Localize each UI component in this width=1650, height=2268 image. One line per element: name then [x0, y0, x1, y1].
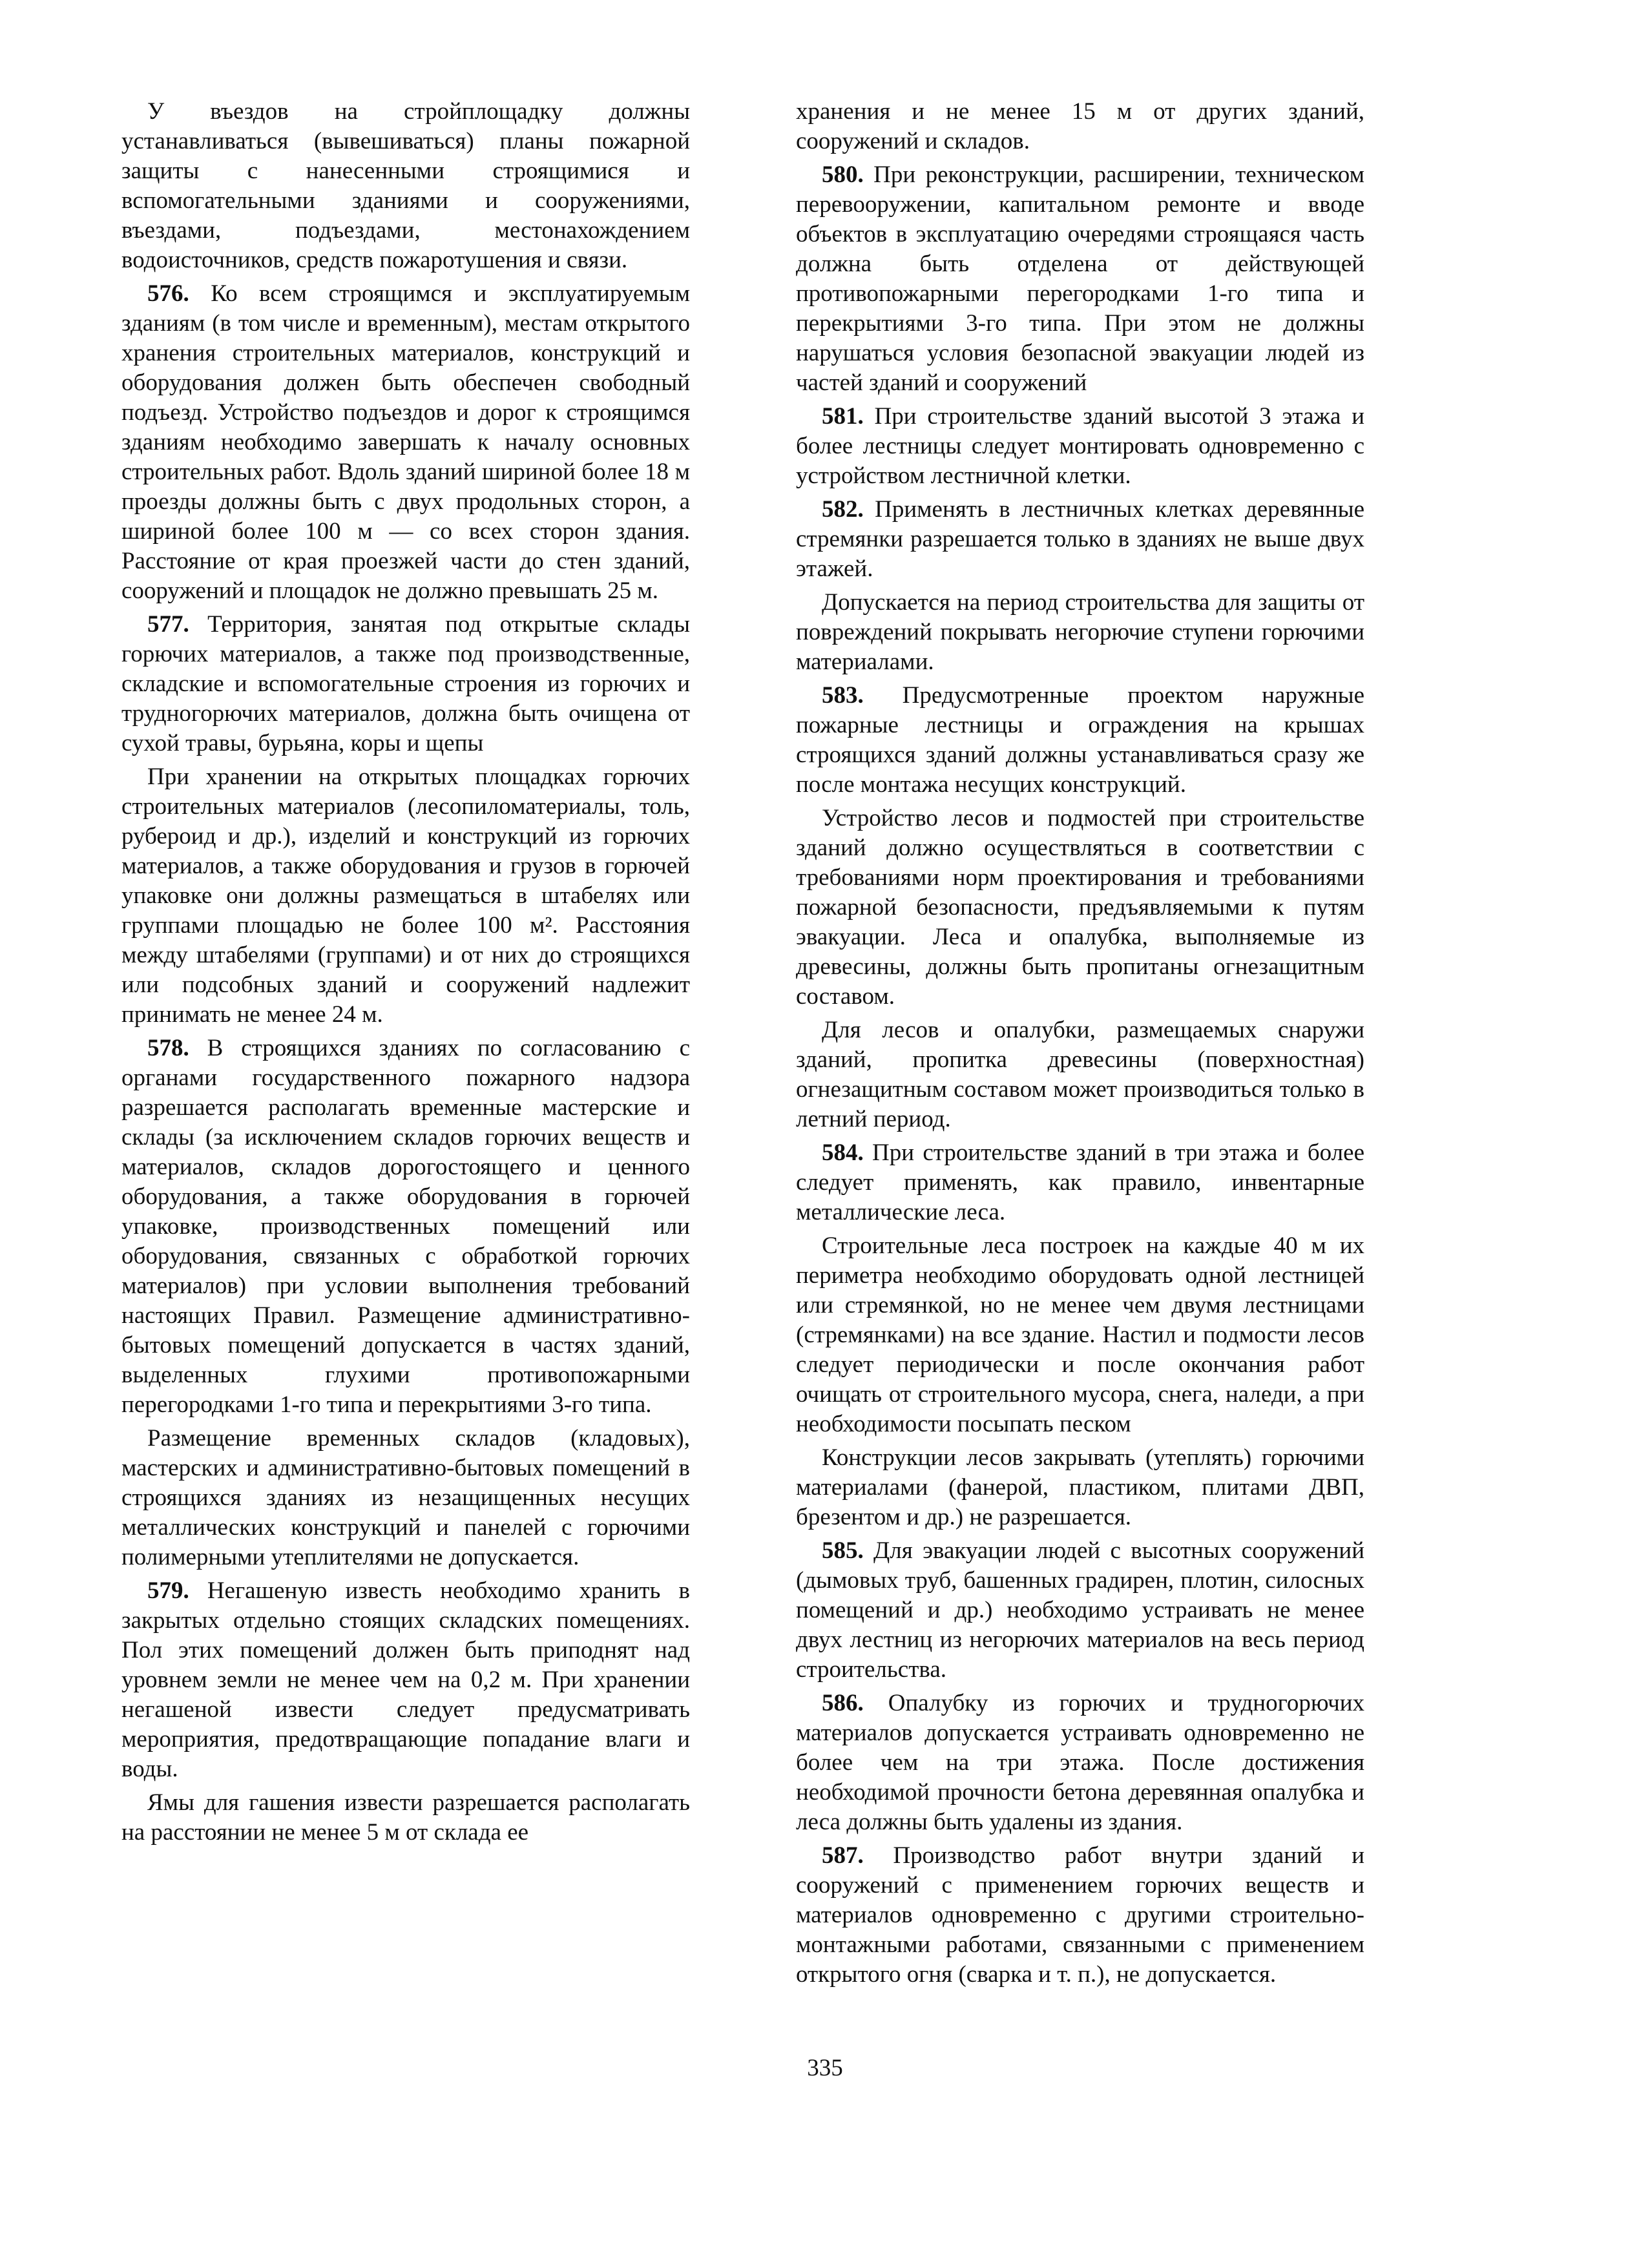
paragraph-text: При реконструкции, расширении, техническом перевооружении, капитальном ремонте и вводе объектов в эксплуатацию очередями строящаяся часть должна быть отделена от действующей противопожарными перегородками 1-го типа и перекрытиями 3-го типа. При этом не должны нарушаться условия безопасной эвакуации людей из частей зданий и сооружений — [796, 161, 1364, 396]
paragraph — [796, 1138, 1364, 1227]
paragraph — [121, 279, 690, 606]
clause-number: 583. — [822, 682, 864, 709]
clause-number: 585. — [822, 1537, 864, 1564]
clause-number: 587. — [822, 1842, 864, 1869]
paragraph — [121, 1576, 690, 1784]
paragraph — [796, 1536, 1364, 1685]
paragraph-text: Предусмотренные проектом наружные пожарные лестницы и ограждения на крышах строящихся зданий должны устанавливаться сразу же после монтажа несущих конструкций. — [796, 682, 1364, 798]
paragraph-text: Для лесов и опалубки, размещаемых снаружи зданий, пропитка древесины (поверхностная) огнезащитным составом может производиться только в летний период. — [796, 1017, 1364, 1132]
right-column — [796, 97, 1364, 1993]
left-column — [121, 97, 690, 1851]
paragraph-text: Для эвакуации людей с высотных сооружений (дымовых труб, башенных градирен, плотин, силосных помещений и др.) необходимо устраивать не менее двух лестниц из негорючих материалов на весь период строительства. — [796, 1537, 1364, 1683]
paragraph — [796, 1443, 1364, 1532]
paragraph-text: При хранении на открытых площадках горючих строительных материалов (лесопиломатериалы, толь, рубероид и др.), изделий и конструкций из горючих материалов, а также оборудования и грузов в горючей упаковке они должны размещаться в штабелях или группами площадью не более 100 м². Расстояния между штабелями (группами) и от них до строящихся или подсобных зданий и сооружений надлежит принимать не менее 24 м. — [121, 764, 690, 1028]
paragraph — [121, 97, 690, 275]
paragraph — [796, 681, 1364, 800]
clause-number: 580. — [822, 161, 864, 188]
paragraph — [796, 97, 1364, 156]
paragraph — [796, 1231, 1364, 1439]
paragraph-text: Размещение временных складов (кладовых), мастерских и административно-бытовых помещений в строящихся зданиях из незащищенных несущих металлических конструкций и панелей с горючими полимерными утеплителями не допускается. — [121, 1425, 690, 1570]
paragraph — [121, 762, 690, 1030]
clause-number: 578. — [147, 1035, 189, 1061]
paragraph — [121, 1034, 690, 1420]
paragraph-text: При строительстве зданий высотой 3 этажа и более лестницы следует монтировать одновременно с устройством лестничной клетки. — [796, 403, 1364, 489]
clause-number: 582. — [822, 496, 864, 523]
paragraph-text: Производство работ внутри зданий и сооружений с применением горючих веществ и материалов одновременно с другими строительно-монтажными работами, связанными с применением открытого огня (сварка и т. п.), не допускается. — [796, 1842, 1364, 1988]
paragraph — [796, 1841, 1364, 1990]
paragraph — [796, 402, 1364, 491]
paragraph — [121, 610, 690, 758]
clause-number: 586. — [822, 1690, 864, 1716]
paragraph — [796, 588, 1364, 677]
paragraph-text: Ямы для гашения извести разрешается располагать на расстоянии не менее 5 м от склада ее — [121, 1789, 690, 1846]
paragraph-text: Конструкции лесов закрывать (утеплять) горючими материалами (фанерой, пластиком, плитами ДВП, брезентом и др.) не разрешается. — [796, 1444, 1364, 1530]
paragraph-text: Применять в лестничных клетках деревянные стремянки разрешается только в зданиях не выше двух этажей. — [796, 496, 1364, 582]
clause-number: 581. — [822, 403, 864, 430]
clause-number: 576. — [147, 280, 189, 307]
paragraph-text: Допускается на период строительства для защиты от повреждений покрывать негорючие ступени горючими материалами. — [796, 589, 1364, 675]
paragraph-text: Опалубку из горючих и трудногорючих материалов допускается устраивать одновременно не более чем на три этажа. После достижения необходимой прочности бетона деревянная опалубка и леса должны быть удалены из здания. — [796, 1690, 1364, 1835]
paragraph — [121, 1424, 690, 1572]
clause-number: 577. — [147, 611, 189, 638]
paragraph-text: При строительстве зданий в три этажа и более следует применять, как правило, инвентарные металлические леса. — [796, 1139, 1364, 1225]
paragraph — [796, 1015, 1364, 1134]
paragraph — [796, 804, 1364, 1012]
clause-number: 579. — [147, 1577, 189, 1604]
paragraph-text: Устройство лесов и подмостей при строительстве зданий должно осуществляться в соответствии с требованиями норм проектирования и требованиями пожарной безопасности, предъявляемыми к путям эвакуации. Леса и опалубка, выполняемые из древесины, должны быть пропитаны огнезащитным составом. — [796, 805, 1364, 1010]
paragraph — [796, 160, 1364, 398]
paragraph-text: У въездов на стройплощадку должны устанавливаться (вывешиваться) планы пожарной защиты с нанесенными строящимися и вспомогательными зданиями и сооружениями, въездами, подъездами, местонахождением водоисточников, средств пожаротушения и связи. — [121, 98, 690, 273]
paragraph-text: Территория, занятая под открытые склады горючих материалов, а также под производственные, складские и вспомогательные строения из горючих и трудногорючих материалов, должна быть очищена от сухой травы, бурьяна, коры и щепы — [121, 611, 690, 756]
paragraph — [121, 1788, 690, 1847]
page-number: 335 — [807, 2055, 843, 2081]
paragraph-text: хранения и не менее 15 м от других зданий, сооружений и складов. — [796, 98, 1364, 154]
paragraph-text: Строительные леса построек на каждые 40 м их периметра необходимо оборудовать одной лестницей или стремянкой, но не менее чем двумя лестницами (стремянками) на все здание. Настил и подмости лесов следует периодически и после окончания работ очищать от строительного мусора, снега, наледи, а при необходимости посыпать песком — [796, 1233, 1364, 1437]
paragraph — [796, 1689, 1364, 1837]
paragraph-text: Ко всем строящимся и эксплуатируемым зданиям (в том числе и временным), местам открытого хранения строительных материалов, конструкций и оборудования должен быть обеспечен свободный подъезд. Устройство подъездов и дорог к строящимся зданиям необходимо завершать к началу основных строительных работ. Вдоль зданий шириной более 18 м проезды должны быть с двух продольных сторон, а шириной более 100 м — со всех сторон здания. Расстояние от края проезжей части до стен зданий, сооружений и площадок не должно превышать 25 м. — [121, 280, 690, 604]
paragraph-text: Негашеную известь необходимо хранить в закрытых отдельно стоящих складских помещениях. Пол этих помещений должен быть приподнят над уровнем земли не менее чем на 0,2 м. При хранении негашеной извести следует предусматривать мероприятия, предотвращающие попадание влаги и воды. — [121, 1577, 690, 1782]
paragraph — [796, 495, 1364, 584]
clause-number: 584. — [822, 1139, 864, 1166]
paragraph-text: В строящихся зданиях по согласованию с органами государственного пожарного надзора разрешается располагать временные мастерские и склады (за исключением складов горючих веществ и материалов, складов дорогостоящего и ценного оборудования, а также оборудования в горючей упаковке, производственных помещений или оборудования, связанных с обработкой горючих материалов) при условии выполнения требований настоящих Правил. Размещение административно-бытовых помещений допускается в частях зданий, выделенных глухими противопожарными перегородками 1-го типа и перекрытиями 3-го типа. — [121, 1035, 690, 1418]
